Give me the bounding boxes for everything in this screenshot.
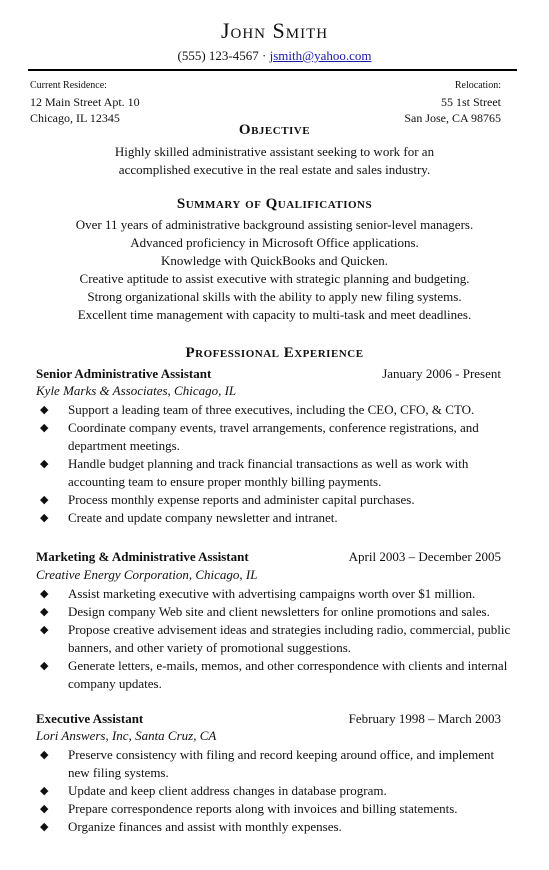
job-bullets — [36, 401, 511, 527]
list-item: ◆ Design company Web site and client newsletters for online promotions and sales. — [40, 604, 490, 619]
header-divider — [28, 69, 517, 71]
diamond-bullet-icon: ◆ — [40, 588, 49, 600]
list-item: ◆ Update and keep client address changes in database program. — [40, 783, 387, 798]
list-item: ◆ Handle budget planning and track financial transactions as well as work with accounting team to ensure proper monthly billing payments. — [40, 456, 469, 489]
current-residence-label: Current Residence: — [30, 80, 107, 91]
job-bullets — [36, 746, 511, 836]
summary-line: Over 11 years of administrative background assisting senior-level managers. — [75, 217, 474, 232]
list-item: ◆ Organize finances and assist with monthly expenses. — [40, 819, 342, 834]
list-item: ◆ Support a leading team of three executives, including the CEO, CFO, & CTO. — [40, 402, 475, 417]
relocation-label: Relocation: — [454, 80, 501, 91]
objective-line: Highly skilled administrative assistant seeking to work for an — [114, 144, 435, 159]
list-item: ◆ Generate letters, e-mails, memos, and other correspondence with clients and internal company updates. — [40, 658, 508, 691]
job-company: Lori Answers, Inc, Santa Cruz, CA — [36, 728, 217, 743]
contact-line — [0, 48, 549, 64]
list-item: ◆ Preserve consistency with filing and record keeping around office, and implement new filing systems. — [40, 747, 495, 780]
experience-heading: Professional Experience — [185, 345, 364, 361]
resume-name: John Smith — [220, 18, 329, 43]
job-dates: April 2003 – December 2005 — [348, 549, 501, 564]
relocation-address — [404, 78, 501, 126]
list-item: ◆ Assist marketing executive with advertising campaigns worth over $1 million. — [40, 586, 476, 601]
job-company: Kyle Marks & Associates, Chicago, IL — [36, 383, 237, 398]
diamond-bullet-icon: ◆ — [40, 458, 49, 470]
job-title: Executive Assistant — [36, 711, 144, 726]
diamond-bullet-icon: ◆ — [40, 660, 49, 672]
diamond-bullet-icon: ◆ — [40, 624, 49, 636]
summary-line: Excellent time management with capacity to multi-task and meet deadlines. — [77, 307, 472, 322]
summary-line: Strong organizational skills with the ability to apply new filing systems. — [87, 289, 462, 304]
list-item: ◆ Process monthly expense reports and administer capital purchases. — [40, 492, 415, 507]
job-dates: January 2006 - Present — [382, 366, 501, 381]
diamond-bullet-icon: ◆ — [40, 785, 49, 797]
diamond-bullet-icon: ◆ — [40, 494, 49, 506]
objective-text — [0, 143, 549, 179]
relocation-address-line2: San Jose, CA 98765 — [404, 111, 501, 125]
phone-number: (555) 123-4567 · — [177, 48, 270, 63]
relocation-address-line1: 55 1st Street — [441, 95, 501, 109]
diamond-bullet-icon: ◆ — [40, 821, 49, 833]
job-dates: February 1998 – March 2003 — [348, 711, 501, 726]
list-item: ◆ Create and update company newsletter and intranet. — [40, 510, 338, 525]
list-item: ◆ Prepare correspondence reports along with invoices and billing statements. — [40, 801, 458, 816]
current-address-line1: 12 Main Street Apt. 10 — [30, 95, 140, 109]
current-residence — [30, 78, 140, 126]
diamond-bullet-icon: ◆ — [40, 606, 49, 618]
diamond-bullet-icon: ◆ — [40, 749, 49, 761]
diamond-bullet-icon: ◆ — [40, 404, 49, 416]
diamond-bullet-icon: ◆ — [40, 803, 49, 815]
summary-line: Creative aptitude to assist executive with strategic planning and budgeting. — [79, 271, 470, 286]
objective-heading: Objective — [238, 122, 311, 138]
summary-line: Knowledge with QuickBooks and Quicken. — [160, 253, 389, 268]
list-item: ◆ Propose creative advisement ideas and strategies including radio, commercial, public banners, and other variety of promotional suggestions. — [40, 622, 511, 655]
job-title: Senior Administrative Assistant — [36, 366, 212, 381]
objective-line: accomplished executive in the real estate and sales industry. — [118, 162, 431, 177]
summary-line: Advanced proficiency in Microsoft Office applications. — [130, 235, 419, 250]
email-link[interactable]: jsmith@yahoo.com — [269, 48, 372, 63]
diamond-bullet-icon: ◆ — [40, 512, 49, 524]
list-item: ◆ Coordinate company events, travel arrangements, conference registrations, and department meetings. — [40, 420, 479, 453]
summary-heading: Summary of Qualifications — [176, 196, 373, 212]
job-title: Marketing & Administrative Assistant — [36, 549, 249, 564]
job-company: Creative Energy Corporation, Chicago, IL — [36, 567, 258, 582]
current-address-line2: Chicago, IL 12345 — [30, 111, 120, 125]
diamond-bullet-icon: ◆ — [40, 422, 49, 434]
summary-list — [0, 216, 549, 324]
job-bullets — [36, 585, 511, 693]
